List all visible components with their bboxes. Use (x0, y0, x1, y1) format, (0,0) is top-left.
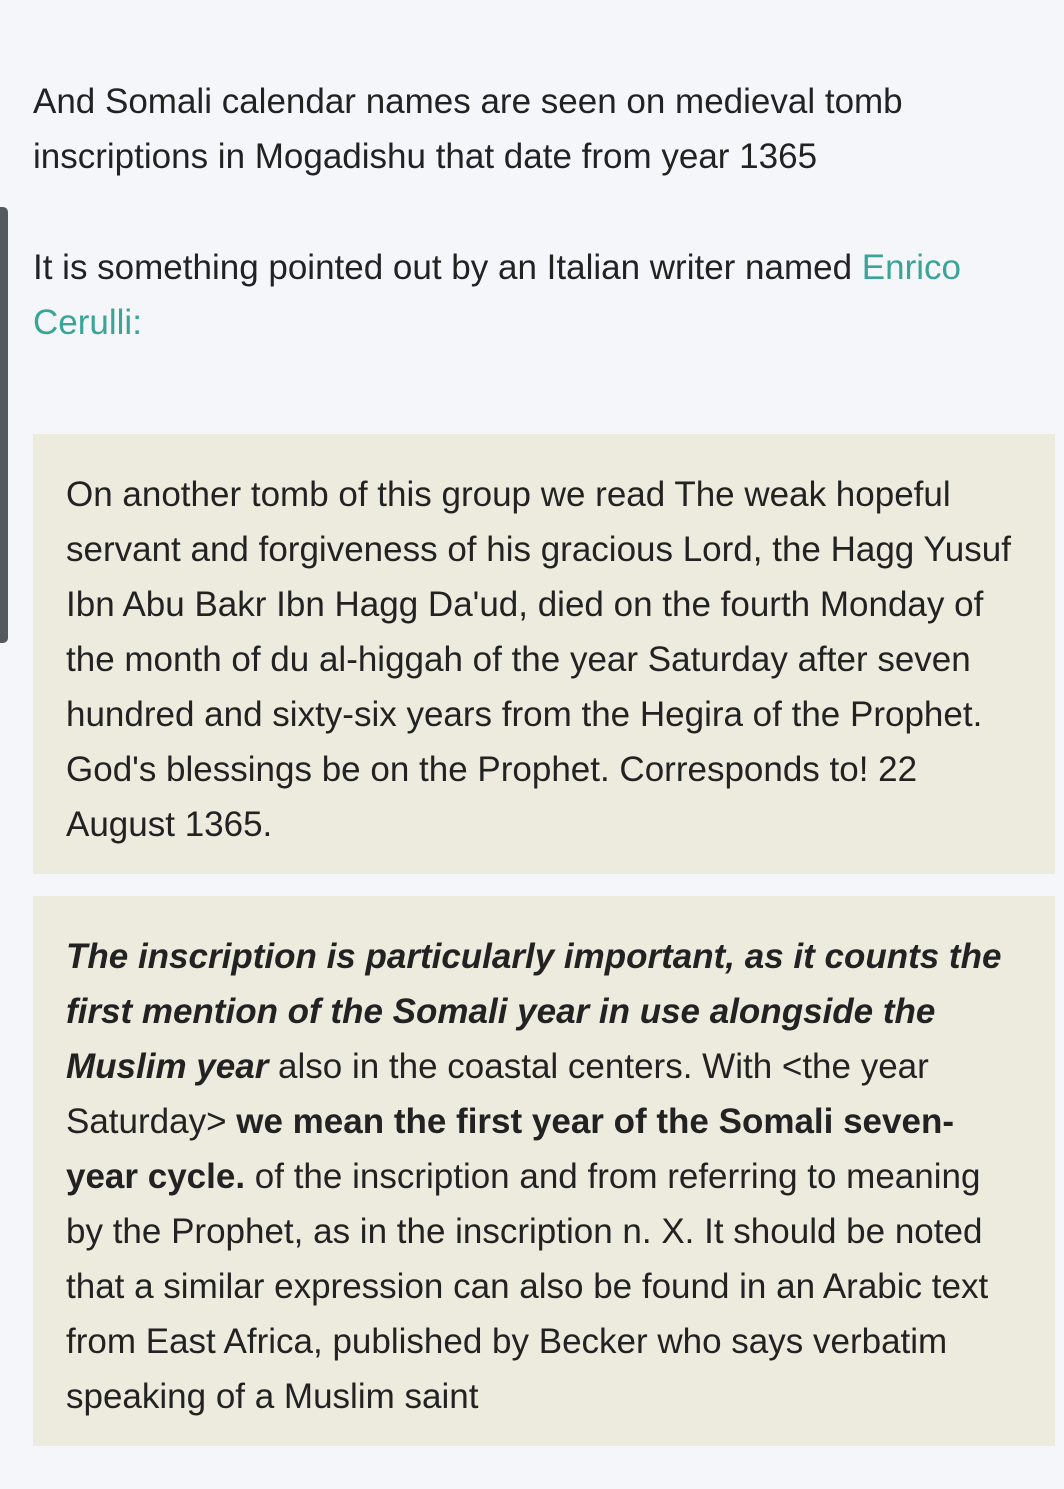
paragraph-text: It is something pointed out by an Italian writer named (33, 248, 862, 287)
quote-bold-text: we mean the first year of the Somali seven-year cycle. (66, 1102, 954, 1196)
blockquote-inscription (33, 896, 1055, 1446)
quote-plain-text: of the inscription and from referring to meaning by the Prophet, as in the inscription n. X. It should be noted that a similar expression can also be found in an Arabic text from East Africa, published by Becker who says verbatim speaking of a Muslim saint (66, 1157, 989, 1416)
quote-plain-text: also in the coastal centers. With <the year Saturday> (66, 1047, 929, 1141)
scroll-indicator[interactable] (0, 207, 8, 643)
paragraph-text: And Somali calendar names are seen on medieval tomb inscriptions in Mogadishu that date from year 1365 (33, 82, 903, 176)
enrico-cerulli-link[interactable]: Enrico Cerulli: (33, 248, 962, 342)
blockquote-tomb (33, 434, 1055, 874)
paragraph-tomb-inscriptions (33, 74, 1055, 184)
quote-text (66, 929, 1022, 1424)
quote-bold-italic-text: The inscription is particularly important, as it counts the first mention of the Somali year in use alongside the Muslim year (66, 937, 1002, 1086)
quote-text: On another tomb of this group we read The weak hopeful servant and forgiveness of his gracious Lord, the Hagg Yusuf Ibn Abu Bakr Ibn Hagg Da'ud, died on the fourth Monday of the month of du al-higgah of the year Saturday after seven hundred and sixty-six years from the Hegira of the Prophet. God's blessings be on the Prophet. Corresponds to! 22 August 1365. (66, 475, 1011, 844)
post-content (33, 74, 1055, 1446)
paragraph-italian-writer (33, 240, 1055, 350)
